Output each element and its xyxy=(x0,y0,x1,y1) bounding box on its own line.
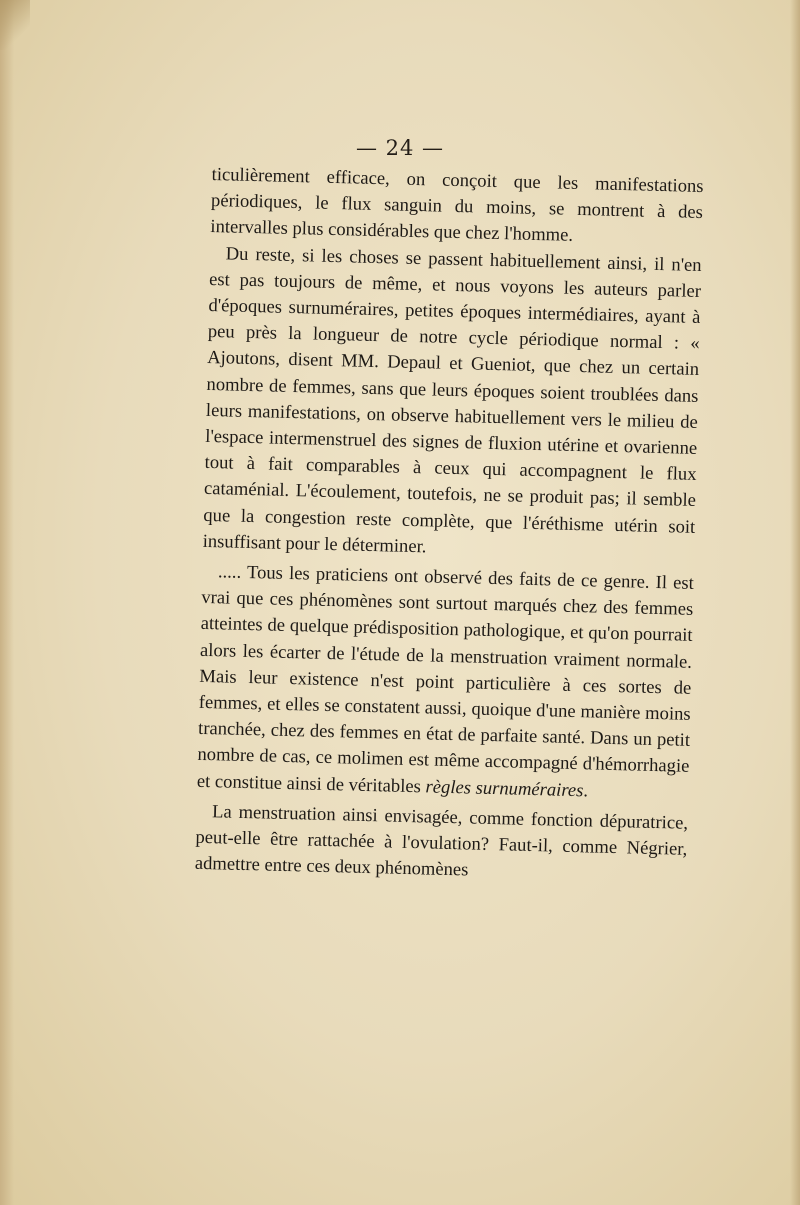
page-left-shadow xyxy=(0,0,14,1205)
page-number: — 24 — xyxy=(355,136,445,160)
body-text xyxy=(195,162,704,889)
paragraph-3-end: . xyxy=(583,779,589,802)
paragraph-2: Du reste, si les choses se passent habituellement ainsi, il n'en est pas toujours de même, et nous voyons les auteurs parler d'époques surnuméraires, petites époques intermédiaires, ayant à peu près la longueur de notre cycle périodique normal : « Ajoutons, disent MM. Depaul et Gueniot, que chez un certain nombre de femmes, sans que leurs époques soient troublées dans leurs manifestations, on observe habituellement vers le milieu de l'espace intermenstruel des signes de fluxion utérine et ovarienne tout à fait comparables à ceux qui accompagnent le flux cataménial. L'écoulement, toutefois, ne se produit pas; il semble que la congestion reste complète, que l'éréthisme utérin soit insuffisant pour le déterminer. xyxy=(202,242,702,558)
paragraph-3-italic: règles surnuméraires xyxy=(425,776,584,801)
page-right-shadow xyxy=(790,0,800,1205)
page-corner-stain xyxy=(0,0,30,50)
paragraph-3-text: ..... Tous les praticiens ont observé des faits de ce genre. Il est vrai que ces phénomènes sont surtout marqués chez des femmes atteintes de quelque prédisposition pathologique, et qu'on pourrait alors les écarter de l'étude de la menstruation vraiment normale. Mais leur existence n'est point particulière à ces sortes de femmes, et elles se constatent aussi, quoique d'une manière moins tranchée, chez des femmes en état de parfaite santé. Dans un petit nombre de cas, ce molimen est même accompagné d'hémorrhagie et constitue ainsi de véritables xyxy=(196,561,695,797)
paragraph-1: ticulièrement efficace, on conçoit que les manifestations périodiques, le flux sanguin du moins, se montrent à des intervalles plus considérables que chez l'homme. xyxy=(210,163,704,247)
paragraph-3 xyxy=(197,559,695,807)
paragraph-4: La menstruation ainsi envisagée, comme fonction dépuratrice, peut-elle être rattachée à l'ovulation? Faut-il, comme Négrier, admettre entre ces deux phénomènes xyxy=(194,801,689,881)
